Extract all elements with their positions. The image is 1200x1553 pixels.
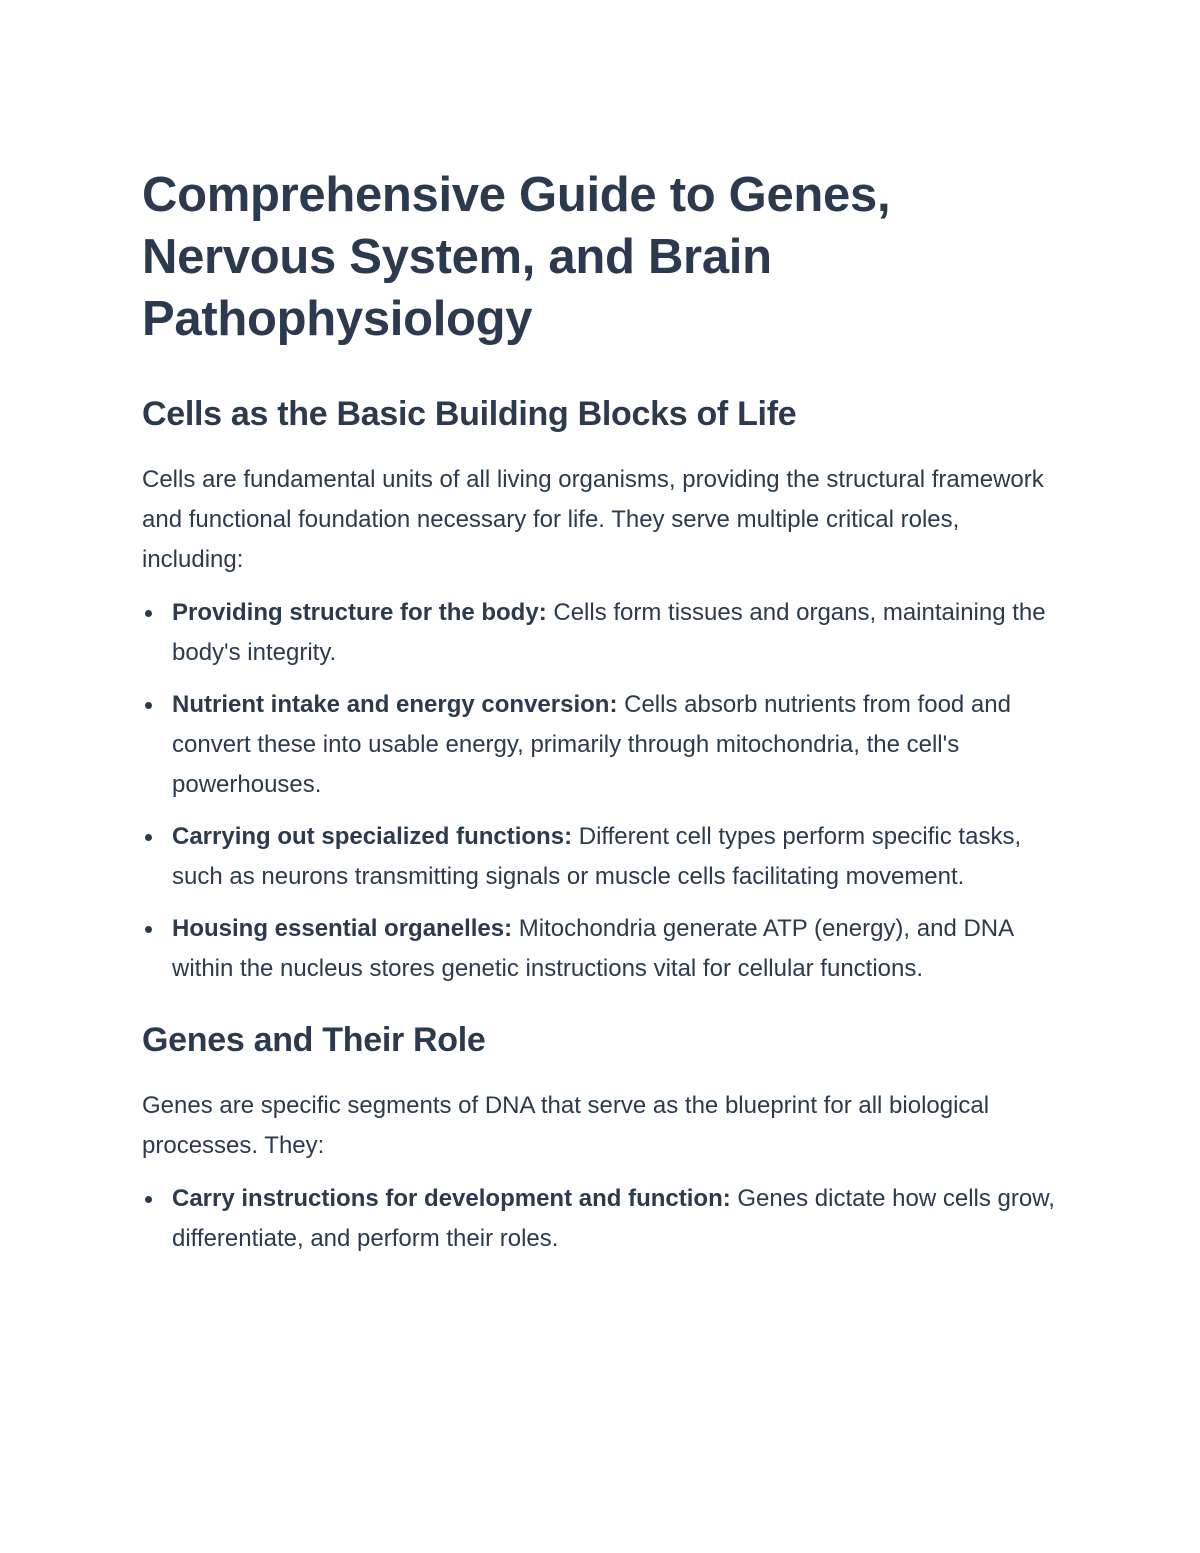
- list-item: [142, 817, 1057, 897]
- list-item-text: Cells absorb nutrients from food and convert these into usable energy, primarily through mitochondria, the cell's powerhouses.: [172, 691, 1011, 798]
- bullet-icon: [145, 702, 152, 709]
- bullet-icon: [145, 610, 152, 617]
- bullet-icon: [145, 834, 152, 841]
- list-item-term: Housing essential organelles:: [172, 915, 513, 942]
- bullet-icon: [145, 1196, 152, 1203]
- list-item-term: Carrying out specialized functions:: [172, 823, 573, 850]
- list-item-term: Carry instructions for development and function:: [172, 1185, 731, 1212]
- bullet-list-genes: [142, 1179, 1057, 1259]
- list-item-text: Genes dictate how cells grow, differentiate, and perform their roles.: [172, 1185, 1055, 1252]
- list-item-term: Providing structure for the body:: [172, 599, 547, 626]
- list-item-text: Cells form tissues and organs, maintaining the body's integrity.: [172, 599, 1046, 666]
- list-item: [142, 909, 1057, 989]
- document-page: [142, 164, 1057, 1259]
- section-intro-cells: Cells are fundamental units of all living organisms, providing the structural framework and functional foundation necessary for life. They serve multiple critical roles, including:: [142, 466, 1044, 573]
- list-item-text: Different cell types perform specific tasks, such as neurons transmitting signals or muscle cells facilitating movement.: [172, 823, 1022, 890]
- bullet-icon: [145, 926, 152, 933]
- list-item: [142, 593, 1057, 673]
- section-heading-cells: Cells as the Basic Building Blocks of Life: [142, 395, 797, 433]
- list-item-text: Mitochondria generate ATP (energy), and DNA within the nucleus stores genetic instructions vital for cellular functions.: [172, 915, 1013, 982]
- list-item: [142, 1179, 1057, 1259]
- list-item-term: Nutrient intake and energy conversion:: [172, 691, 618, 718]
- document-title: Comprehensive Guide to Genes, Nervous System, and Brain Pathophysiology: [142, 168, 891, 346]
- bullet-list-cells: [142, 593, 1057, 989]
- list-item: [142, 685, 1057, 805]
- section-heading-genes: Genes and Their Role: [142, 1021, 486, 1059]
- section-intro-genes: Genes are specific segments of DNA that serve as the blueprint for all biological processes. They:: [142, 1092, 990, 1159]
